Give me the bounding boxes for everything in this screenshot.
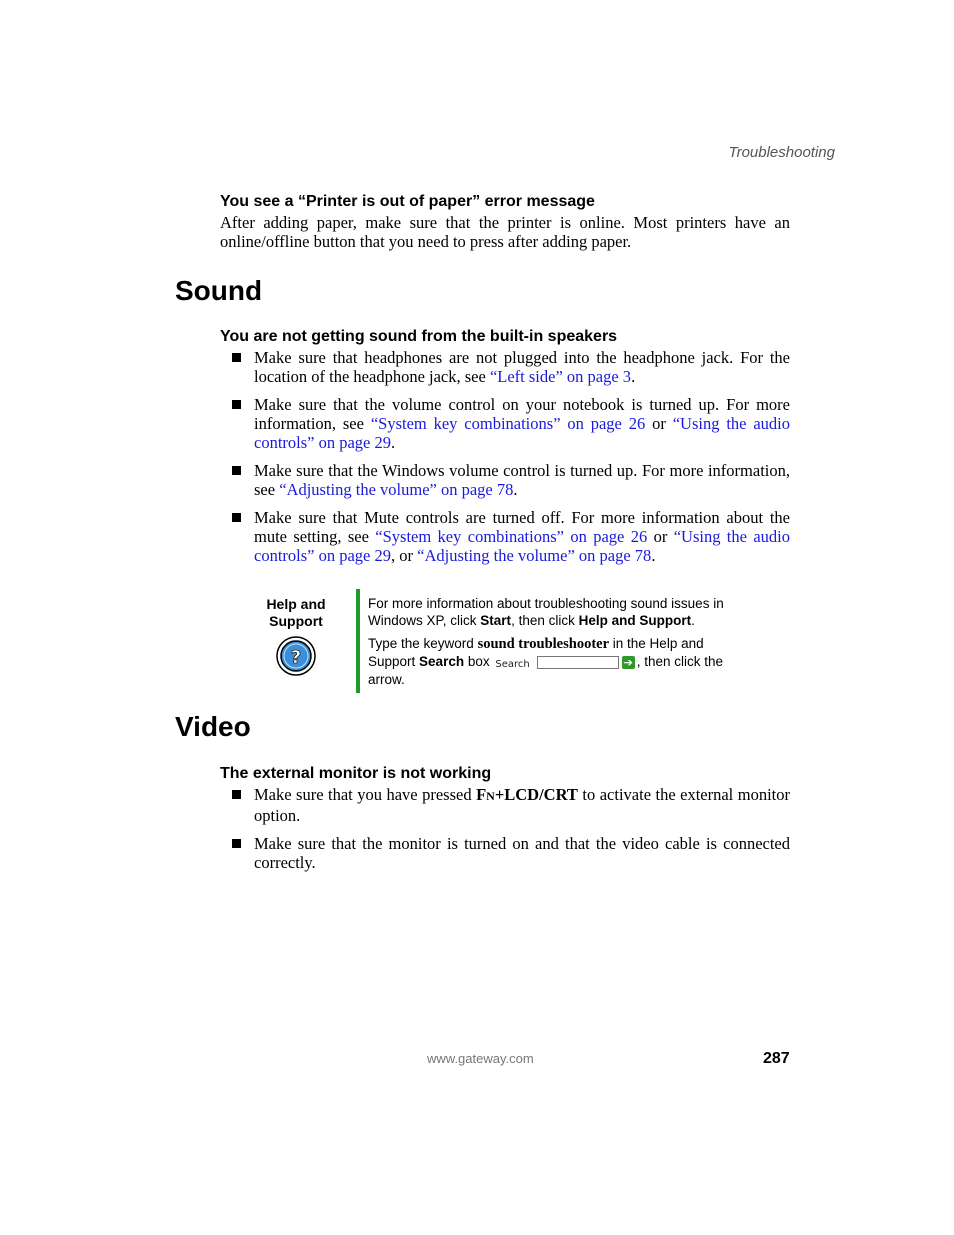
help-paragraph-1 (368, 595, 738, 629)
search-widget-label: Search (495, 658, 530, 670)
bullet-square-icon (232, 353, 241, 362)
help-and-support-label (250, 596, 342, 630)
help-label-line1: Help and (266, 596, 326, 612)
bullet-text-mid: or (647, 527, 674, 546)
help-text-span: , then click the arrow. (368, 654, 724, 687)
video-subheading: The external monitor is not working (220, 765, 492, 782)
help-callout-text (368, 595, 738, 694)
key-n: N (486, 789, 495, 803)
sound-section-title: Sound (175, 275, 263, 306)
callout-divider (356, 589, 360, 693)
bullet-text-end: . (631, 367, 636, 386)
sound-bullet-list (230, 348, 790, 565)
arrow-right-icon: ➔ (623, 655, 633, 669)
list-item (230, 785, 790, 825)
bullet-text: Make sure that headphones are not plugged into the headphone jack. For the location of the headphone jack, see (254, 348, 790, 386)
key-rest: +LCD/CRT (494, 785, 578, 804)
footer-url: www.gateway.com (427, 1051, 534, 1066)
bullet-text-end: . (651, 546, 656, 565)
video-bullet-list (230, 785, 790, 872)
help-text-span: For more information about troubleshooting sound issues in Windows XP, click (368, 596, 724, 628)
link-system-key-combinations[interactable]: “System key combinations” on page 26 (375, 527, 648, 546)
bullet-text-end: . (513, 480, 518, 499)
help-text-span: , then click (511, 613, 579, 628)
help-text-span: in the Help and Support (368, 636, 704, 669)
link-using-audio-controls[interactable]: “Using the audio controls” on page 29 (254, 414, 791, 452)
bullet-text: Make sure that the volume control on your notebook is turned up. For more information, see (254, 395, 790, 433)
link-system-key-combinations[interactable]: “System key combinations” on page 26 (370, 414, 646, 433)
help-text-span: box (464, 654, 494, 669)
bullet-square-icon (232, 513, 241, 522)
bullet-text-end: . (391, 433, 396, 452)
sound-subheading: You are not getting sound from the built-in speakers (220, 328, 618, 345)
list-item (230, 508, 790, 565)
link-adjusting-volume[interactable]: “Adjusting the volume” on page 78 (417, 546, 652, 565)
help-question-icon (276, 636, 316, 676)
help-text-span: Type the keyword (368, 636, 478, 651)
bullet-square-icon (232, 790, 241, 799)
search-widget-image (495, 654, 634, 671)
search-input-image (537, 656, 619, 669)
bullet-text: Make sure that Mute controls are turned off. For more information about the mute setting, see (254, 508, 790, 546)
link-adjusting-volume[interactable]: “Adjusting the volume” on page 78 (279, 480, 514, 499)
list-item (230, 348, 790, 386)
list-item (230, 395, 790, 452)
bullet-text: Make sure that the monitor is turned on and that the video cable is connected correctly. (254, 834, 790, 872)
printer-body: After adding paper, make sure that the printer is online. Most printers have an online/offline button that you need to press after adding paper. (220, 213, 790, 251)
svg-text:?: ? (290, 647, 302, 668)
bullet-text-end: to activate the external monitor option. (254, 785, 790, 825)
link-using-audio-controls[interactable]: “Using the audio controls” on page 29 (254, 527, 790, 565)
bullet-text-mid: or (645, 414, 673, 433)
start-label: Start (480, 613, 512, 628)
help-paragraph-2 (368, 635, 738, 688)
bullet-square-icon (232, 466, 241, 475)
key-f: F (476, 785, 487, 804)
keyword-text: sound troubleshooter (477, 636, 610, 652)
bullet-square-icon (232, 400, 241, 409)
printer-heading: You see a “Printer is out of paper” error message (220, 193, 595, 210)
fn-lcd-crt-key (476, 785, 578, 804)
help-text-span: . (691, 613, 695, 628)
video-section-title: Video (175, 711, 251, 742)
help-label-line2: Support (269, 613, 323, 629)
help-and-support-bold: Help and Support (578, 613, 692, 628)
bullet-text-mid: , or (391, 546, 418, 565)
bullet-text: Make sure that the Windows volume control is turned up. For more information, see (254, 461, 790, 499)
page-number: 287 (763, 1050, 790, 1067)
running-header: Troubleshooting (728, 144, 835, 161)
link-left-side[interactable]: “Left side” on page 3 (489, 367, 632, 386)
bullet-text: Make sure that you have pressed (254, 785, 477, 804)
list-item (230, 834, 790, 872)
list-item (230, 461, 790, 499)
bullet-square-icon (232, 839, 241, 848)
search-bold: Search (419, 654, 465, 669)
